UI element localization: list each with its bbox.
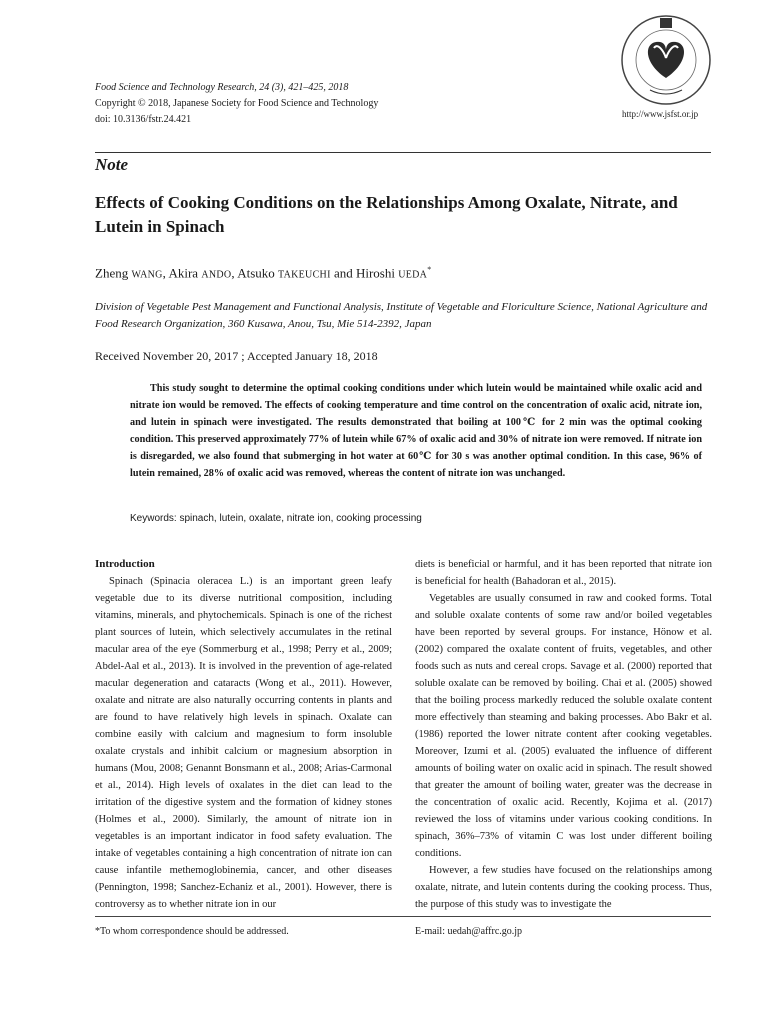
society-logo: [614, 12, 718, 112]
right-column: [415, 556, 712, 913]
affiliation: Division of Vegetable Pest Management and Functional Analysis, Institute of Vegetable and Floriculture Science, National Agriculture and Food Research Organization, 360 Kusawa, Anou, Tsu, Mie 514-2392, Japan: [95, 301, 708, 330]
article-type-label: Note: [95, 155, 129, 174]
keywords: Keywords: spinach, lutein, oxalate, nitrate ion, cooking processing: [130, 513, 422, 524]
left-column: [95, 556, 392, 913]
header-rule: [95, 152, 711, 153]
correspondence-note: *To whom correspondence should be addressed.: [95, 926, 289, 937]
contact-email[interactable]: E-mail: uedah@affrc.go.jp: [415, 926, 523, 937]
abstract: This study sought to determine the optimal cooking conditions under which lutein would be maintained while oxalic acid and nitrate ion would be removed. The effects of cooking temperature and time control on the concentration of oxalic acid, nitrate ion, and lutein in spinach were investigated. The results demonstrated that boiling at 100℃ for 2 min was the optimal cooking condition. This preserved approximately 77% of lutein while 67% of oxalic acid and 30% of nitrate ion were removed. If nitrate ion is disregarded, we also found that submerging in hot water at 60℃ for 30 s was another optimal condition. In this case, 96% of lutein remained, 28% of oxalic acid was removed, whereas the content of nitrate ion was unchanged.: [130, 383, 702, 479]
body-paragraph: However, a few studies have focused on the relationships among oxalate, nitrate, and lutein contents during the cooking process. Thus, the purpose of this study was to investigate the: [415, 865, 712, 910]
received-dates: Received November 20, 2017 ; Accepted January 18, 2018: [95, 349, 378, 363]
intro-heading: Introduction: [95, 558, 155, 570]
body-paragraph: Spinach (Spinacia oleracea L.) is an important green leafy vegetable due to its diverse nutritional composition, including vitamins, minerals, and phytochemicals. Spinach is one of the richest plant sources of lutein, which selectively accumulates in the retinal macular area of the eye (Sommerburg et al., 1998; Perry et al., 2009; Abdel-Aal et al., 2013). It is involved in the prevention of age-related macular degeneration and cataracts (Wong et al., 2011). However, oxalate and nitrate are also naturally occurring contents in plants and are found to have relatively high levels in spinach. Oxalate can combine easily with calcium and magnesium to form insoluble oxalate crystals and inhibit calcium or magnesium absorption in humans (Mou, 2008; Genannt Bonsmann et al., 2008; Arias-Carmonal et al., 2014). High levels of oxalates in the diet can lead to the irritation of the digestive system and the formation of kidney stones (Holmes et al., 2000). Similarly, the amount of nitrate ion in vegetables is an important indicator in food safety evaluation. The intake of vegetables containing a high concentration of nitrate ion can cause infantile methemoglobinemia, cancer, and other diseases (Pennington, 1998; Sanchez-Echaniz et al., 2001). However, there is controversy as to whether nitrate ion in our: [95, 576, 392, 910]
copyright-line: Copyright © 2018, Japanese Society for Food Science and Technology: [95, 98, 379, 109]
journal-url[interactable]: http://www.jsfst.or.jp: [622, 109, 699, 119]
doi-line[interactable]: doi: 10.3136/fstr.24.421: [95, 114, 192, 125]
body-paragraph: Vegetables are usually consumed in raw and cooked forms. Total and soluble oxalate contents of some raw and/or boiled vegetables have been reported by several groups. For instance, Hönow et al. (2002) compared the oxalate content of fruits, vegetables, and other foods such as nuts and cereal crops. Savage et al. (2000) reported that soluble oxalate can be removed by boiling. Chai et al. (2005) showed that the boiling process markedly reduced the soluble oxalate content more effectively than steaming and baking processes. Abo Bakr et al. (1986) reported the lower nitrate content after cooking vegetables. Moreover, Izumi et al. (2005) evaluated the influence of different amounts of boiling water on oxalic acid in spinach. The result showed that greater the amount of boiling water, greater was the decrease in the concentration of oxalic acid. Recently, Kojima et al. (2017) reviewed the loss of vitamins under various cooking conditions. In spinach, 36%–73% of vitamin C was lost under different boiling conditions.: [415, 593, 712, 859]
journal-citation: Food Science and Technology Research, 24 (3), 421–425, 2018: [95, 82, 349, 93]
author-list: Zheng WANG, Akira ANDO, Atsuko TAKEUCHI and Hiroshi UEDA*: [95, 265, 432, 281]
body-paragraph: diets is beneficial or harmful, and it has been reported that nitrate ion is beneficial for health (Bahadoran et al., 2015).: [415, 559, 712, 587]
article-title: Effects of Cooking Conditions on the Relationships Among Oxalate, Nitrate, and Lutein in Spinach: [95, 193, 678, 236]
footnote-rule: [95, 916, 711, 917]
